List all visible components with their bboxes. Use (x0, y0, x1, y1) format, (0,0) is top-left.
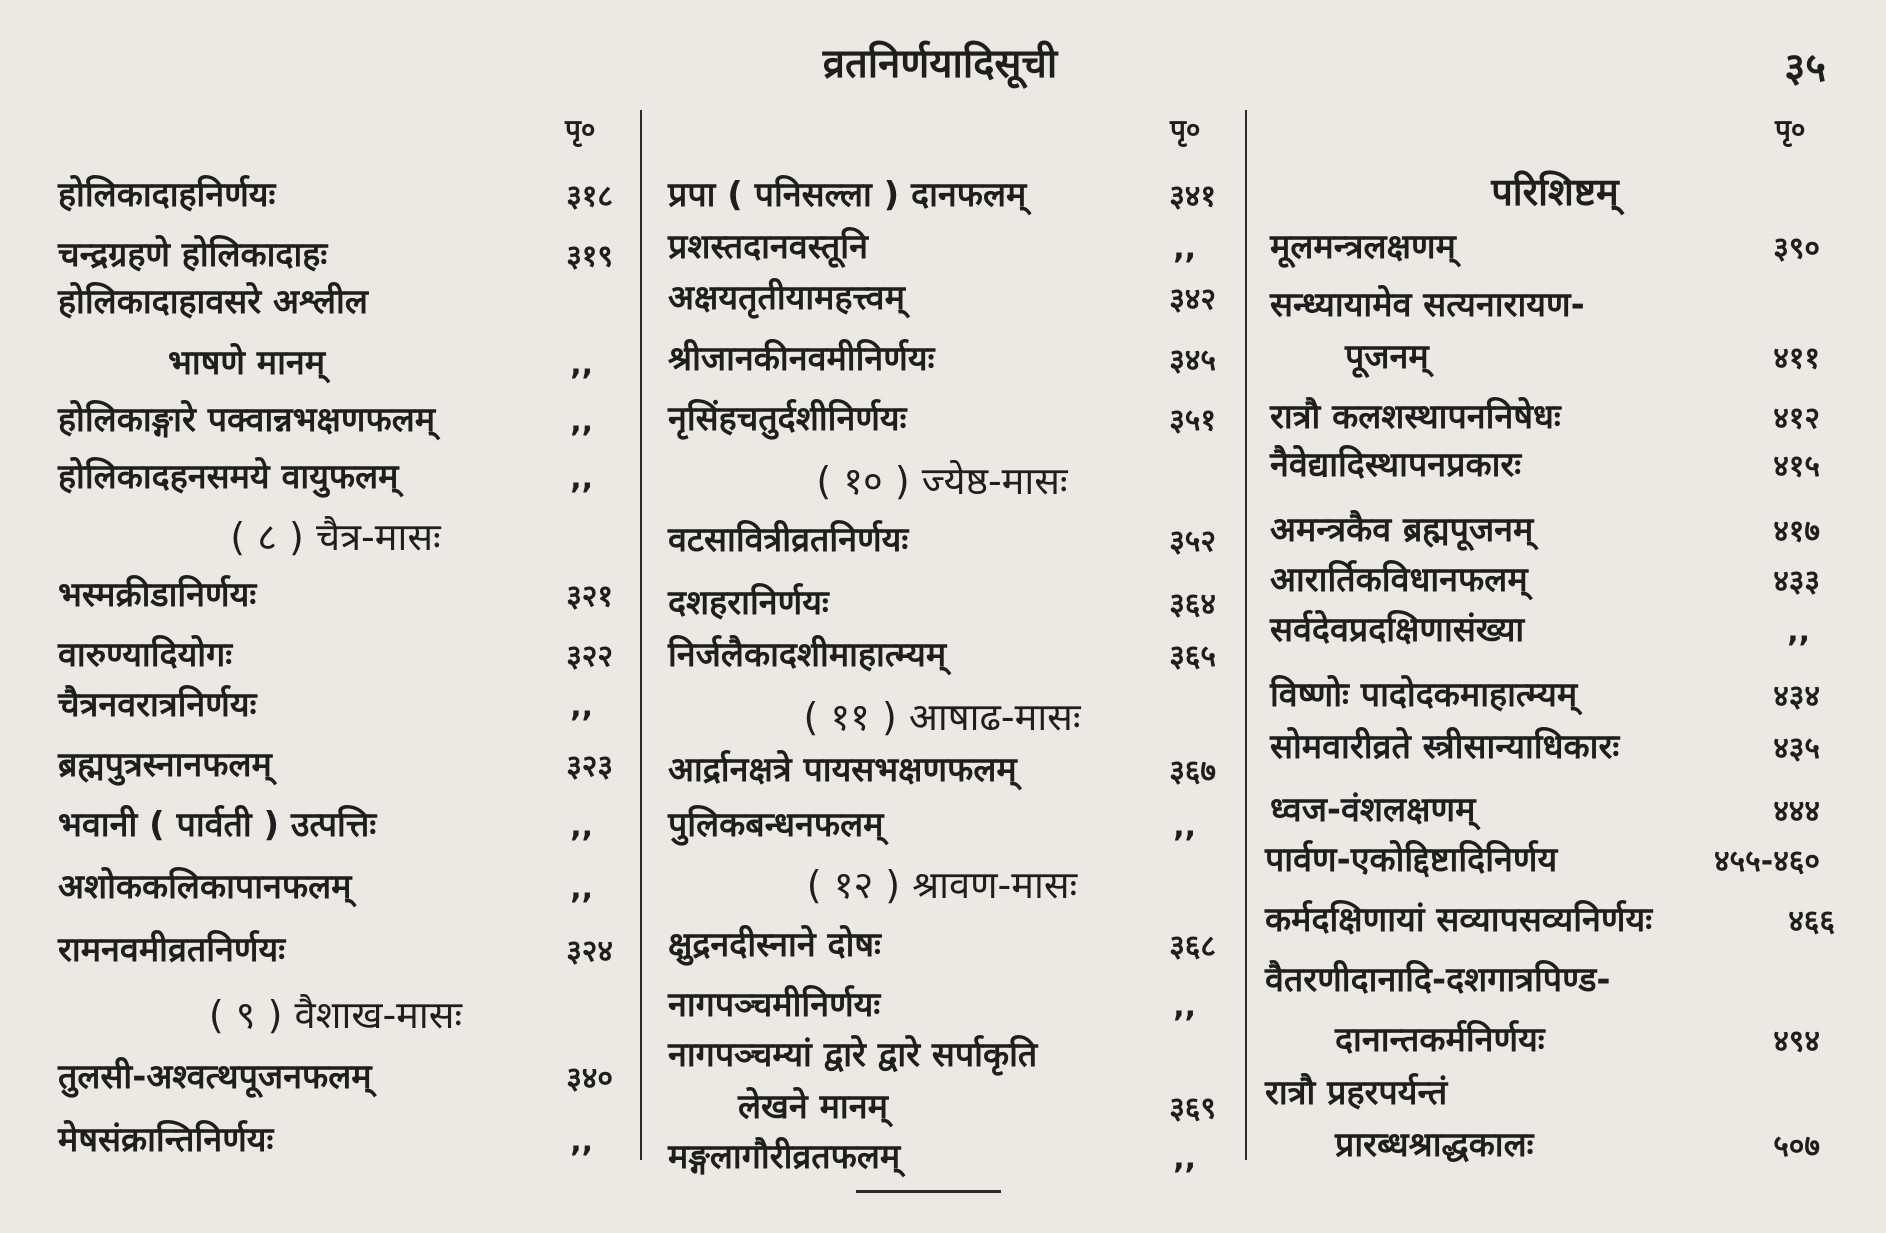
index-entry (1270, 670, 1820, 722)
entry-title: वारुण्यादियोगः (58, 635, 233, 675)
entry-title: क्षुद्रनदीस्नाने दोषः (668, 925, 881, 965)
index-entry (1270, 440, 1820, 492)
entry-title: कर्मदक्षिणायां सव्यापसव्यनिर्णयः (1265, 900, 1653, 940)
index-entry (58, 1052, 613, 1104)
index-entry (1270, 605, 1810, 657)
section-heading: ( १० ) ज्येष्ठ-मासः (816, 459, 1068, 503)
entry-title: अशोककलिकापानफलम् (58, 867, 352, 907)
index-entry (58, 1115, 593, 1167)
index-entry (668, 980, 1196, 1032)
index-entry (1270, 555, 1820, 607)
entry-page: ,, (1173, 1141, 1196, 1176)
entry-page: ,, (570, 461, 593, 496)
entry-page: ३६८ (1169, 929, 1216, 964)
entry-page: ,, (570, 1124, 593, 1159)
entry-page: ३५२ (1169, 524, 1216, 559)
entry-page: ,, (1173, 809, 1196, 844)
index-entry (1345, 332, 1820, 384)
entry-page: ,, (570, 347, 593, 382)
entry-title: श्रीजानकीनवमीनिर्णयः (668, 339, 935, 379)
index-entry (58, 277, 613, 327)
entry-page: ३२२ (566, 639, 613, 674)
index-entry (58, 570, 613, 622)
index-entry (1270, 785, 1820, 837)
entry-page: ३६५ (1169, 639, 1216, 674)
entry-page: ३४१ (1169, 179, 1216, 214)
entry-page: ,, (1173, 989, 1196, 1024)
entry-title: अक्षयतृतीयामहत्त्वम् (668, 278, 905, 318)
column-1-page-heading: पृ० (565, 113, 596, 146)
index-entry (1270, 722, 1820, 774)
entry-title: प्रशस्तदानवस्तूनि (668, 227, 868, 267)
entry-title: नृसिंहचतुर्दशीनिर्णयः (668, 399, 907, 439)
section-heading: ( ११ ) आषाढ-मासः (803, 695, 1081, 739)
entry-title: तुलसी-अश्वत्थपूजनफलम् (58, 1057, 372, 1097)
entry-page: ३६९ (1169, 1091, 1216, 1126)
entry-title: होलिकादहनसमये वायुफलम् (58, 457, 399, 497)
index-entry (58, 925, 613, 977)
index-entry (1270, 222, 1820, 274)
index-entry (1270, 392, 1820, 444)
entry-title: रामनवमीव्रतनिर्णयः (58, 930, 286, 970)
index-entry (1265, 1068, 1820, 1118)
entry-title: ब्रह्मपुत्रस्नानफलम् (58, 745, 272, 785)
entry-page: ३१८ (566, 179, 613, 214)
entry-title: वैतरणीदानादि-दशगात्रपिण्ड- (1265, 960, 1611, 1000)
end-rule (856, 1190, 1001, 1193)
entry-title: नागपञ्चम्यां द्वारे द्वारे सर्पाकृति (668, 1035, 1038, 1075)
entry-title: दानान्तकर्मनिर्णयः (1335, 1020, 1545, 1060)
entry-title: वटसावित्रीव्रतनिर्णयः (668, 520, 909, 560)
entry-page: ,, (1173, 231, 1196, 266)
page-number: ३५ (1784, 45, 1826, 91)
entry-page: ४९४ (1773, 1024, 1820, 1059)
index-entry (168, 338, 593, 390)
entry-title: लेखने मानम् (738, 1087, 888, 1127)
entry-page: ४१७ (1773, 514, 1820, 549)
entry-page: ४५५-४६० (1713, 844, 1820, 879)
index-entry (668, 1030, 1216, 1080)
index-entry (668, 1132, 1196, 1184)
entry-page: ४११ (1773, 341, 1820, 376)
entry-title: आरार्तिकविधानफलम् (1270, 560, 1528, 600)
index-entry (58, 170, 613, 222)
column-divider-left (640, 110, 642, 1160)
index-entry (668, 800, 1196, 852)
index-entry (668, 515, 1216, 567)
entry-title: आर्द्रानक्षत्रे पायसभक्षणफलम् (668, 750, 1017, 790)
index-entry (668, 630, 1216, 682)
entry-title: ध्वज-वंशलक्षणम् (1270, 790, 1476, 830)
entry-page: ४३५ (1773, 731, 1820, 766)
entry-title: नैवेद्यादिस्थापनप्रकारः (1270, 445, 1522, 485)
index-entry (1270, 280, 1820, 330)
index-entry (738, 1082, 1216, 1134)
section-heading: ( ८ ) चैत्र-मासः (230, 515, 441, 559)
index-entry (1265, 835, 1820, 887)
index-entry (668, 745, 1216, 797)
entry-title: चन्द्रग्रहणे होलिकादाहः (58, 235, 328, 275)
entry-title: मेषसंक्रान्तिनिर्णयः (58, 1120, 274, 1160)
index-entry (668, 170, 1216, 222)
entry-title: पूजनम् (1345, 337, 1429, 377)
entry-title: मङ्गलागौरीव्रतफलम् (668, 1137, 901, 1177)
entry-page: ,, (570, 689, 593, 724)
index-entry (58, 740, 613, 792)
entry-title: सोमवारीव्रते स्त्रीसान्याधिकारः (1270, 727, 1620, 767)
entry-page: ३४५ (1169, 343, 1216, 378)
entry-title: सर्वदेवप्रदक्षिणासंख्या (1270, 610, 1525, 650)
entry-title: पार्वण-एकोद्दिष्टादिनिर्णय (1265, 840, 1558, 880)
entry-page: ३५१ (1169, 403, 1216, 438)
index-entry (668, 273, 1216, 325)
index-entry (1335, 1120, 1820, 1172)
index-entry (58, 395, 593, 447)
entry-title: निर्जलैकादशीमाहात्म्यम् (668, 635, 947, 675)
entry-page: ,, (570, 871, 593, 906)
index-entry (58, 680, 593, 732)
index-entry (668, 920, 1216, 972)
entry-title: भवानी ( पार्वती ) उत्पत्तिः (58, 805, 377, 845)
index-entry (1265, 895, 1835, 947)
index-entry (1335, 1015, 1820, 1067)
entry-page: ,, (570, 404, 593, 439)
page-title: व्रतनिर्णयादिसूची (822, 41, 1058, 87)
section-heading: ( ९ ) वैशाख-मासः (208, 993, 463, 1037)
entry-page: ३४२ (1169, 282, 1216, 317)
entry-page: ३६७ (1169, 754, 1216, 789)
index-entry (668, 334, 1216, 386)
entry-title: प्रारब्धश्राद्धकालः (1335, 1125, 1534, 1165)
index-entry (668, 394, 1216, 446)
entry-title: दशहरानिर्णयः (668, 583, 829, 623)
entry-title: नागपञ्चमीनिर्णयः (668, 985, 881, 1025)
entry-page: ३२३ (566, 749, 613, 784)
entry-title: अमन्त्रकैव ब्रह्मपूजनम् (1270, 510, 1534, 550)
entry-page: ४४४ (1773, 794, 1820, 829)
entry-page: ३९० (1773, 231, 1820, 266)
index-entry (668, 222, 1196, 274)
entry-title: पुलिकबन्धनफलम् (668, 805, 884, 845)
entry-title: सन्ध्यायामेव सत्यनारायण- (1270, 285, 1585, 325)
section-heading: ( १२ ) श्रावण-मासः (806, 863, 1078, 907)
entry-page: ४१२ (1773, 401, 1820, 436)
entry-page: ३४० (566, 1061, 613, 1096)
index-entry (58, 862, 593, 914)
entry-title: होलिकाङ्गारे पक्वान्नभक्षणफलम् (58, 400, 436, 440)
entry-page: ,, (1787, 614, 1810, 649)
index-entry (1270, 505, 1820, 557)
entry-page: ४१५ (1773, 449, 1820, 484)
column-3-page-heading: पृ० (1775, 113, 1806, 146)
column-2-page-heading: पृ० (1170, 113, 1201, 146)
entry-title: विष्णोः पादोदकमाहात्म्यम् (1270, 675, 1578, 715)
entry-title: रात्रौ प्रहरपर्यन्तं (1265, 1073, 1448, 1113)
entry-page: ३२४ (566, 934, 613, 969)
column-divider-right (1245, 110, 1247, 1160)
entry-page: ३१९ (566, 239, 613, 274)
entry-page: ४३३ (1773, 564, 1820, 599)
index-entry (58, 630, 613, 682)
entry-page: ३६४ (1169, 587, 1216, 622)
entry-title: प्रपा ( पनिसल्ला ) दानफलम् (668, 175, 1027, 215)
entry-title: भाषणे मानम् (168, 343, 326, 383)
entry-page: ४६६ (1788, 904, 1835, 939)
entry-title: मूलमन्त्रलक्षणम् (1270, 227, 1456, 267)
index-entry (668, 578, 1216, 630)
index-entry (58, 800, 593, 852)
entry-title: होलिकादाहनिर्णयः (58, 175, 276, 215)
index-entry (58, 230, 613, 282)
entry-page: ३२१ (566, 579, 613, 614)
index-entry (1265, 955, 1820, 1005)
entry-page: ४३४ (1773, 679, 1820, 714)
section-heading: परिशिष्टम् (1491, 170, 1619, 214)
entry-title: चैत्रनवरात्रनिर्णयः (58, 685, 257, 725)
entry-title: भस्मक्रीडानिर्णयः (58, 575, 257, 615)
entry-title: रात्रौ कलशस्थापननिषेधः (1270, 397, 1561, 437)
entry-page: ५०७ (1773, 1129, 1820, 1164)
entry-page: ,, (570, 809, 593, 844)
index-entry (58, 452, 593, 504)
entry-title: होलिकादाहावसरे अश्लील (58, 282, 368, 322)
